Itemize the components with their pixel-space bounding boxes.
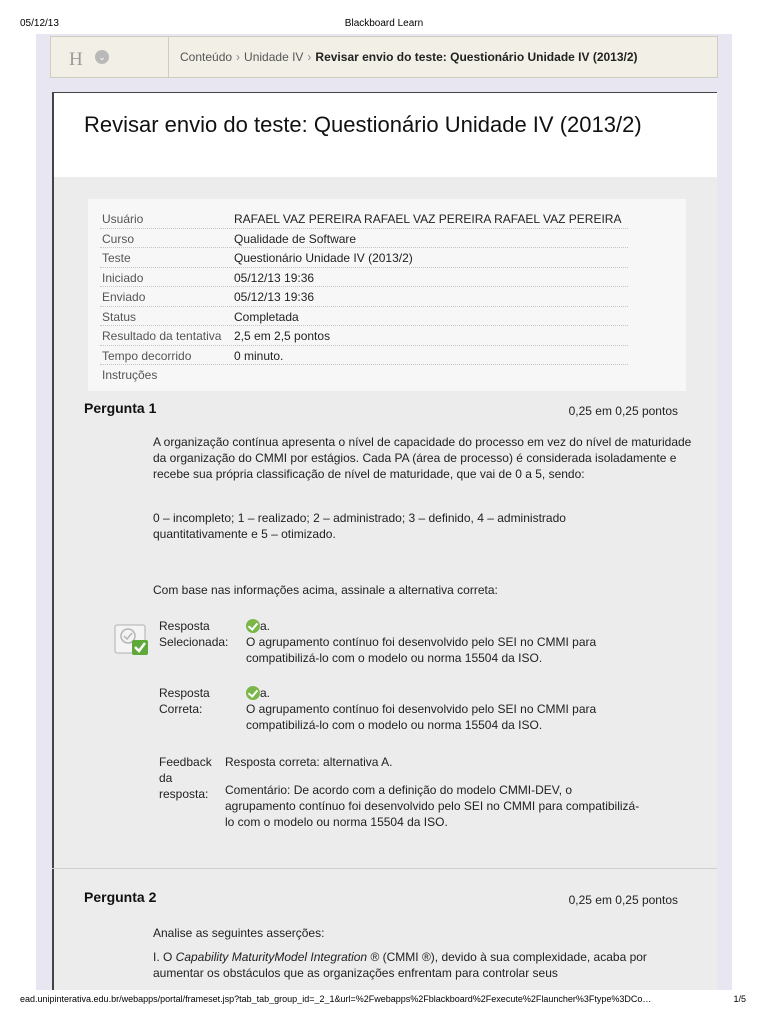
home-icon[interactable]: H: [69, 49, 83, 70]
breadcrumb-divider: [168, 37, 169, 77]
assertion-rest: ® (CMMI ®), devido à sua complexidade, acaba por aumentar os obstáculos que as organizações enfrentam para controlar seus: [153, 950, 647, 980]
print-title: Blackboard Learn: [344, 18, 424, 29]
question-divider: [52, 868, 717, 869]
feedback-comment: Comentário: De acordo com a definição do modelo CMMI-DEV, o agrupamento contínuo foi desenvolvido pelo SEI no CMMI para compatibilizá-lo com o modelo ou norma 15504 da ISO.: [225, 783, 640, 829]
question-1-text: A organização contínua apresenta o nível de capacidade do processo em vez do nível de maturidade da organização do CMMI por estágios. Cada PA (área de processo) é considerada isoladamente e recebe sua própria classificação de nível de maturidade, que vai de 0 a 5, sendo:: [153, 435, 692, 481]
question-1-prompt: Com base nas informações acima, assinale a alternativa correta:: [153, 583, 498, 597]
detail-value: RAFAEL VAZ PEREIRA RAFAEL VAZ PEREIRA RAFAEL VAZ PEREIRA: [234, 212, 622, 226]
chevron-down-icon[interactable]: ⌄: [95, 50, 109, 64]
detail-value: Qualidade de Software: [234, 231, 357, 246]
detail-value: Questionário Unidade IV (2013/2): [234, 251, 413, 265]
feedback-label: Feedback da resposta:: [159, 755, 212, 801]
submission-details: [88, 199, 686, 391]
correct-answer-text: O agrupamento contínuo foi desenvolvido pelo SEI no CMMI para compatibilizá-lo com o modelo ou norma 15504 da ISO.: [246, 702, 597, 732]
detail-label: Iniciado: [102, 270, 144, 285]
detail-label: Tempo decorrido: [102, 348, 192, 363]
detail-row: [100, 268, 628, 288]
correct-answer-label: Resposta Correta:: [159, 686, 210, 716]
correct-answer-letter-text: a.: [260, 686, 271, 700]
breadcrumb-item-unidade[interactable]: Unidade IV: [244, 50, 304, 64]
breadcrumb-current: Revisar envio do teste: Questionário Unidade IV (2013/2): [315, 50, 638, 64]
correct-answer-icon: [114, 622, 150, 658]
detail-row: [100, 365, 628, 385]
question-1-score: 0,25 em 0,25 pontos: [568, 404, 678, 418]
detail-row: [100, 346, 628, 366]
detail-row: [100, 248, 628, 268]
detail-label: Status: [102, 309, 137, 324]
detail-value: 05/12/13 19:36: [234, 270, 315, 285]
selected-answer-letter-text: a.: [260, 619, 271, 633]
question-2-intro: Analise as seguintes asserções:: [153, 926, 325, 940]
detail-value: 05/12/13 19:36: [234, 290, 315, 304]
detail-label: Resultado da tentativa: [102, 329, 222, 343]
detail-value: Completada: [234, 309, 299, 324]
check-circle-icon: [246, 619, 260, 633]
question-1-scale: 0 – incompleto; 1 – realizado; 2 – administrado; 3 – definido, 4 – administrado quantitativamente e 5 – otimizado.: [153, 511, 566, 541]
check-circle-icon: [246, 686, 260, 700]
title-box: [54, 93, 717, 177]
selected-answer-label: Resposta Selecionada:: [159, 619, 229, 649]
detail-row: [100, 229, 628, 249]
selected-answer-letter: [246, 618, 270, 634]
detail-value: 0 minuto.: [234, 348, 284, 363]
correct-answer-letter: [246, 685, 270, 701]
detail-label: Enviado: [102, 290, 146, 304]
detail-label: Teste: [102, 251, 131, 265]
breadcrumb-arrow-icon: ›: [307, 50, 312, 64]
detail-value: 2,5 em 2,5 pontos: [234, 329, 331, 343]
detail-row: [100, 326, 628, 346]
detail-row: [100, 287, 628, 307]
assertion-prefix: I. O: [153, 950, 176, 964]
feedback-result: Resposta correta: alternativa A.: [225, 755, 393, 769]
question-2-title: Pergunta 2: [84, 889, 157, 905]
assertion-term: Capability MaturityModel Integration: [175, 950, 368, 964]
detail-label: Instruções: [102, 368, 158, 382]
question-2-assertion: [153, 949, 693, 981]
detail-row: [100, 307, 628, 327]
breadcrumb-path: [180, 50, 638, 64]
print-header: [0, 0, 768, 34]
page-title: Revisar envio do teste: Questionário Unidade IV (2013/2): [84, 112, 642, 137]
breadcrumb-item-conteudo[interactable]: Conteúdo: [180, 50, 233, 64]
question-2-score: 0,25 em 0,25 pontos: [568, 893, 678, 907]
print-url: ead.unipinterativa.edu.br/webapps/portal/frameset.jsp?tab_tab_group_id=_2_1&url=%2Fwebapps%2Fblackboard%2Fexecute%2Flauncher%3Ftype%3DCo…: [20, 994, 652, 1004]
print-date: 05/12/13: [20, 18, 59, 29]
detail-row: [100, 209, 628, 229]
detail-label: Curso: [102, 231, 135, 246]
question-1-title: Pergunta 1: [84, 400, 157, 416]
print-page-count: 1/5: [733, 994, 746, 1004]
selected-answer-text: O agrupamento contínuo foi desenvolvido pelo SEI no CMMI para compatibilizá-lo com o modelo ou norma 15504 da ISO.: [246, 635, 597, 665]
breadcrumb-arrow-icon: ›: [236, 50, 241, 64]
detail-label: Usuário: [102, 212, 144, 226]
breadcrumb: [50, 36, 718, 78]
print-footer: [0, 992, 768, 1012]
